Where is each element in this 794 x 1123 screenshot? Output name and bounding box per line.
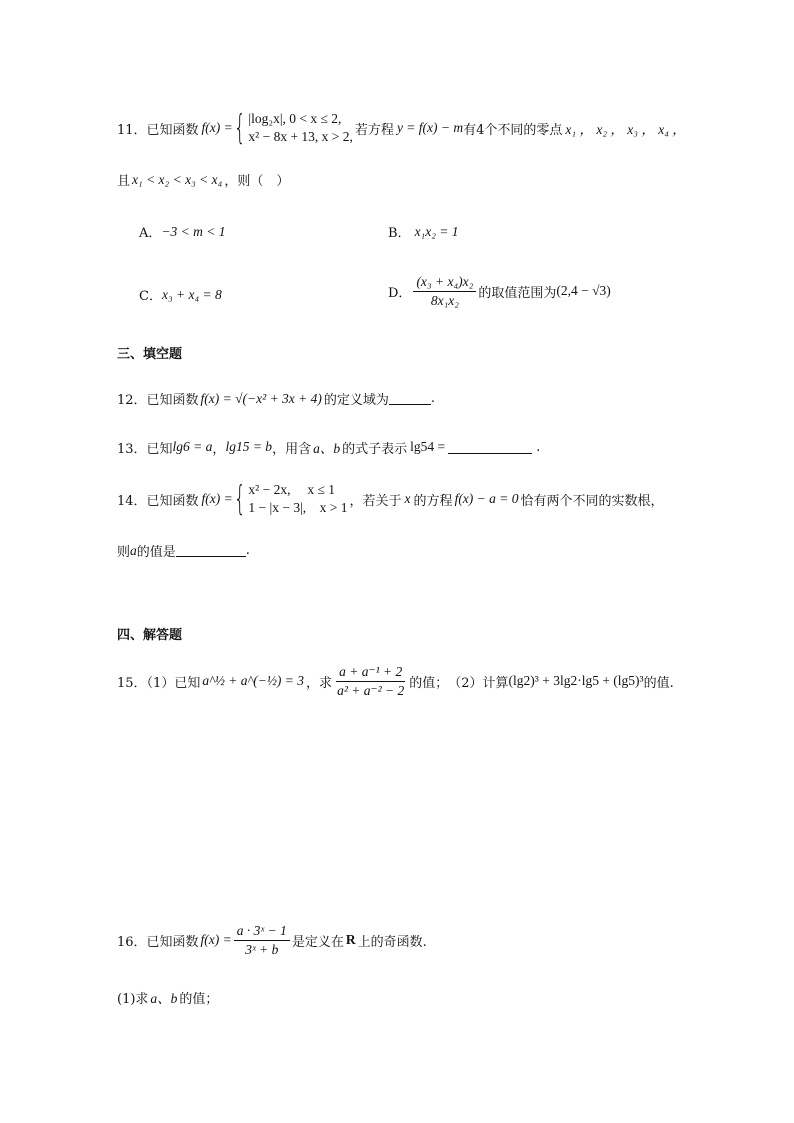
q11-intro: 11．已知函数 bbox=[117, 122, 199, 138]
q14-line2-pre: 则 bbox=[117, 545, 131, 560]
q11-line2-post: ，则（ ） bbox=[224, 174, 290, 189]
q14-case2: 1 − |x − 3|, x > 1 bbox=[248, 500, 348, 516]
q13-mid: ，用含 bbox=[272, 441, 312, 457]
q14-post: 恰有两个不同的实数根， bbox=[520, 493, 664, 509]
q14-answer-blank[interactable] bbox=[176, 544, 246, 557]
option-b-label: B． bbox=[388, 226, 411, 241]
q11-f-def: f(x) = bbox=[201, 120, 233, 136]
q12 bbox=[117, 389, 435, 408]
q13-a: lg6 = a bbox=[172, 439, 213, 454]
option-d-label: D． bbox=[388, 285, 412, 301]
q13-vars: a、b bbox=[313, 441, 341, 456]
q14-pre: 14．已知函数 bbox=[117, 493, 199, 509]
q16-sub1 bbox=[117, 987, 218, 1007]
q16-R: R bbox=[345, 932, 356, 948]
q14-stem bbox=[117, 479, 664, 520]
q12-answer-blank[interactable] bbox=[389, 392, 431, 405]
q15-fraction bbox=[334, 664, 407, 698]
q14-piecewise bbox=[233, 479, 348, 520]
option-d-text: 的取值范围为 bbox=[478, 285, 557, 301]
q13-answer-blank[interactable] bbox=[448, 441, 532, 454]
q14-case1: x² − 2x, x ≤ 1 bbox=[248, 482, 335, 497]
q16-post2: 上的奇函数. bbox=[357, 934, 427, 950]
q13-end: . bbox=[536, 439, 541, 455]
q15-cond: a^½ + a^(−½) = 3 bbox=[202, 673, 305, 689]
q16-sub1-pre: (1)求 bbox=[117, 991, 149, 1007]
q11-option-b[interactable] bbox=[388, 222, 459, 241]
q16 bbox=[117, 923, 427, 957]
option-c-label: C． bbox=[139, 289, 162, 304]
option-c-text: x₃ + x₄ = 8 bbox=[161, 286, 222, 302]
q11-case1: |log₂x|, 0 < x ≤ 2, bbox=[248, 111, 342, 126]
q16-denominator: 3ˣ + b bbox=[245, 941, 279, 957]
q16-fraction bbox=[234, 923, 290, 957]
q11-line2 bbox=[117, 170, 289, 189]
q11-tail: 有4个不同的零点 bbox=[463, 122, 563, 138]
option-b-text: x₁x₂ = 1 bbox=[414, 223, 459, 239]
q11-order: x₁ < x₂ < x₃ < x₄ bbox=[132, 171, 223, 187]
q15-denominator: a² + a⁻² − 2 bbox=[337, 682, 405, 698]
section-3-title: 三、填空题 bbox=[117, 347, 183, 362]
q11-cases bbox=[248, 110, 353, 146]
section-4-title: 四、解答题 bbox=[117, 628, 183, 643]
option-d-denominator: 8x₁x₂ bbox=[430, 292, 459, 308]
q15-post: 的值； （2）计算 bbox=[409, 675, 509, 691]
q14-mid: ，若关于 bbox=[349, 493, 402, 509]
q16-pre: 16．已知函数 bbox=[117, 934, 199, 950]
q15-pre: 15．（1）已知 bbox=[117, 675, 201, 691]
q15-end: 的值. bbox=[643, 675, 674, 691]
q11-mid: 若方程 bbox=[354, 122, 394, 138]
q11-zeros: x₁ ， x₂ ， x₃ ， x₄ ， bbox=[565, 122, 686, 138]
q14-f-def: f(x) = bbox=[201, 491, 233, 507]
q11-eq: y = f(x) − m bbox=[396, 120, 464, 136]
q14-brace: { bbox=[233, 479, 246, 520]
q13 bbox=[117, 437, 540, 457]
q13-b: lg15 = b bbox=[225, 439, 273, 454]
option-d-fraction bbox=[413, 274, 476, 308]
q12-post: 的定义域为 bbox=[323, 393, 389, 408]
q14-mid2: 的方程 bbox=[413, 493, 453, 509]
q11-piecewise bbox=[233, 108, 353, 149]
option-d-range: (2,4 − √3) bbox=[556, 283, 611, 299]
q14-line2 bbox=[117, 541, 250, 560]
q15 bbox=[117, 664, 674, 698]
q14-a: a bbox=[130, 542, 137, 558]
q11-case2: x² − 8x + 13, x > 2, bbox=[248, 129, 353, 145]
option-a-label: A． bbox=[139, 226, 162, 241]
q16-sub1-vars: a、b bbox=[150, 991, 178, 1006]
q11-line2-pre: 且 bbox=[117, 174, 131, 189]
q16-f-def: f(x) = bbox=[200, 932, 232, 948]
option-d-numerator: (x₃ + x₄)x₂ bbox=[413, 274, 476, 292]
q11-option-d[interactable] bbox=[388, 274, 611, 308]
q12-pre: 12．已知函数 bbox=[117, 393, 199, 408]
q13-sep: ， bbox=[212, 441, 226, 457]
q16-numerator: a · 3ˣ − 1 bbox=[234, 923, 290, 941]
q15-mid: ，求 bbox=[306, 675, 333, 691]
q12-end: . bbox=[430, 391, 436, 406]
q13-mid2: 的式子表示 bbox=[342, 441, 408, 457]
q11-option-c[interactable] bbox=[139, 285, 222, 304]
q14-x: x bbox=[404, 491, 411, 507]
q13-pre: 13．已知 bbox=[117, 441, 173, 457]
option-a-text: −3 < m < 1 bbox=[161, 223, 226, 239]
q14-cases bbox=[248, 481, 347, 517]
q16-post: 是定义在 bbox=[291, 934, 344, 950]
q12-expr: f(x) = √(−x² + 3x + 4) bbox=[200, 390, 322, 406]
q14-line2-post: 的值是 bbox=[136, 545, 176, 560]
q13-target: lg54 = bbox=[410, 439, 446, 454]
q14-eq: f(x) − a = 0 bbox=[454, 491, 519, 507]
q11-option-a[interactable] bbox=[139, 222, 225, 241]
q11-stem bbox=[117, 108, 686, 149]
q15-expr: (lg2)³ + 3lg2·lg5 + (lg5)³ bbox=[508, 673, 644, 689]
q15-numerator: a + a⁻¹ + 2 bbox=[336, 664, 405, 682]
q11-brace: { bbox=[233, 108, 246, 149]
q16-sub1-end: 的值； bbox=[179, 991, 219, 1007]
q14-end: . bbox=[245, 543, 250, 558]
